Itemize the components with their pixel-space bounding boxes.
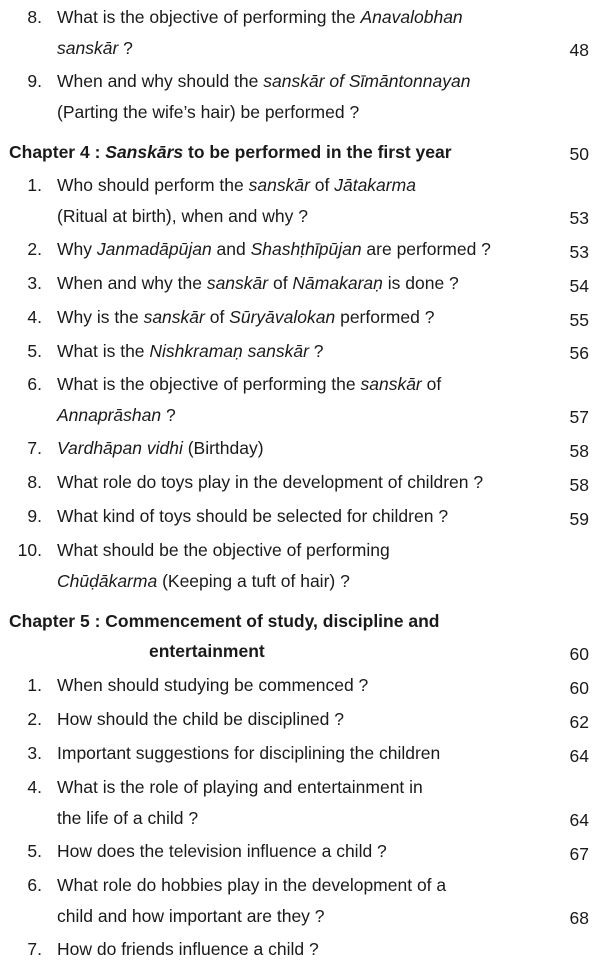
entry-page: 60 bbox=[569, 678, 589, 698]
entry-number: 9. bbox=[27, 71, 42, 91]
entry-page: 50 bbox=[569, 144, 589, 164]
entry-text: How do friends influence a child ? bbox=[57, 939, 319, 959]
entry-page: 53 bbox=[569, 208, 589, 228]
chapter-heading: Chapter 5 : Commencement of study, discipline and entertainment bbox=[9, 611, 440, 661]
entry-page: 68 bbox=[569, 908, 589, 928]
entry-number: 5. bbox=[27, 341, 42, 361]
entry-text: Why Janmadāpūjan and Shashṭhīpūjan are performed ? bbox=[57, 239, 491, 259]
entry-number: 8. bbox=[27, 7, 42, 27]
entry-number: 7. bbox=[27, 939, 42, 959]
entry-text: When and why the sanskār of Nāmakaraṇ is done ? bbox=[57, 273, 459, 293]
entry-number: 3. bbox=[27, 273, 42, 293]
entry-number: 6. bbox=[27, 374, 42, 394]
entry-page: 56 bbox=[569, 343, 589, 363]
entry-page: 58 bbox=[569, 475, 589, 495]
entry-text: What role do hobbies play in the development of a child and how important are they ? bbox=[57, 875, 447, 926]
entry-text: What is the role of playing and entertainment in the life of a child ? bbox=[57, 777, 423, 828]
entry-text: Who should perform the sanskār of Jātakarma (Ritual at birth), when and why ? bbox=[57, 175, 416, 226]
entry-page: 58 bbox=[569, 441, 589, 461]
entry-number: 4. bbox=[27, 307, 42, 327]
chapter-heading: Chapter 4 : Sanskārs to be performed in the first year bbox=[9, 142, 452, 162]
entry-number: 4. bbox=[27, 777, 42, 797]
entry-text: How does the television influence a child ? bbox=[57, 841, 387, 861]
entry-page: 67 bbox=[569, 844, 589, 864]
entry-page: 48 bbox=[569, 40, 589, 60]
entry-text: What is the objective of performing the sanskār of Annaprāshan ? bbox=[57, 374, 442, 425]
entry-page: 64 bbox=[569, 746, 589, 766]
entry-text: What role do toys play in the development of children ? bbox=[57, 472, 484, 492]
entry-page: 62 bbox=[569, 712, 589, 732]
entry-page: 57 bbox=[569, 407, 589, 427]
entry-text: What is the objective of performing the Anavalobhan sanskār ? bbox=[57, 7, 463, 58]
entry-text: How should the child be disciplined ? bbox=[57, 709, 344, 729]
entry-number: 10. bbox=[17, 540, 42, 560]
entry-page: 64 bbox=[569, 810, 589, 830]
entry-number: 9. bbox=[27, 506, 42, 526]
entry-page: 55 bbox=[569, 310, 589, 330]
entry-text: What kind of toys should be selected for children ? bbox=[57, 506, 449, 526]
entry-number: 2. bbox=[27, 709, 42, 729]
entry-text: What should be the objective of performing Chūḍākarma (Keeping a tuft of hair) ? bbox=[57, 540, 390, 591]
entry-number: 2. bbox=[27, 239, 42, 259]
entry-text: What is the Nishkramaṇ sanskār ? bbox=[57, 341, 324, 361]
entry-number: 6. bbox=[27, 875, 42, 895]
entry-page bbox=[570, 0, 589, 2]
entry-page: 53 bbox=[569, 242, 589, 262]
entry-number: 1. bbox=[27, 175, 42, 195]
entry-text: When and why should the sanskār of Sīmāntonnayan (Parting the wife’s hair) be performed ? bbox=[57, 71, 471, 122]
entry-number: 3. bbox=[27, 743, 42, 763]
entry-text: When should studying be commenced ? bbox=[57, 675, 369, 695]
entry-page: 60 bbox=[569, 644, 589, 664]
entry-number: 5. bbox=[27, 841, 42, 861]
entry-number: 8. bbox=[27, 472, 42, 492]
entry-page: 54 bbox=[569, 276, 589, 296]
entry-text: Why is the sanskār of Sūryāvalokan performed ? bbox=[57, 307, 435, 327]
entry-text: Vardhāpan vidhi (Birthday) bbox=[57, 438, 264, 458]
entry-page: 59 bbox=[569, 509, 589, 529]
entry-number: 7. bbox=[27, 438, 42, 458]
entry-text: Important suggestions for disciplining the children bbox=[57, 743, 441, 763]
entry-number: 1. bbox=[27, 675, 42, 695]
